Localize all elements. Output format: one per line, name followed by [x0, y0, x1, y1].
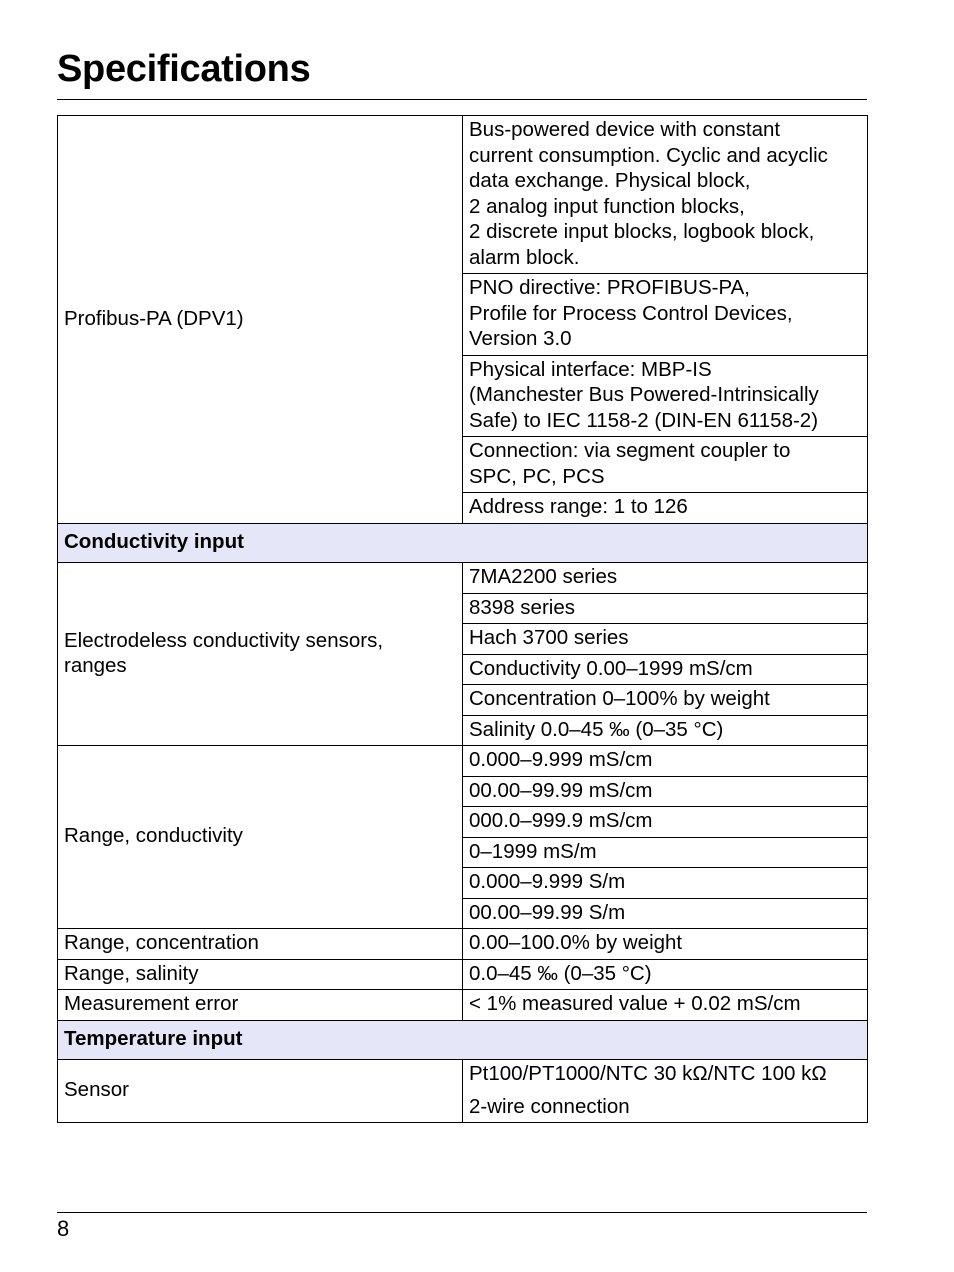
range-conductivity-value: 00.00–99.99 S/m	[463, 898, 868, 929]
table-row	[58, 990, 868, 1021]
table-row	[58, 929, 868, 960]
measurement-error-value: < 1% measured value + 0.02 mS/cm	[463, 990, 868, 1021]
cell-line: SPC, PC, PCS	[469, 464, 605, 488]
sensor-value: 7MA2200 series	[463, 563, 868, 594]
profibus-value-4	[463, 437, 868, 493]
sensor-value: Conductivity 0.00–1999 mS/cm	[463, 654, 868, 685]
table-row	[58, 959, 868, 990]
cell-line: (Manchester Bus Powered-Intrinsically	[469, 383, 819, 406]
cell-line: 2 analog input function blocks,	[469, 194, 745, 218]
range-conductivity-value: 0.000–9.999 mS/cm	[463, 746, 868, 777]
row-label-electrodeless-sensors	[58, 563, 463, 746]
profibus-value-3	[463, 355, 868, 437]
range-conductivity-value: 00.00–99.99 mS/cm	[463, 776, 868, 807]
range-conductivity-value: 0.000–9.999 S/m	[463, 868, 868, 899]
sensor-value: Hach 3700 series	[463, 624, 868, 655]
row-label-range-salinity: Range, salinity	[58, 959, 463, 990]
range-conductivity-value: 000.0–999.9 mS/cm	[463, 807, 868, 838]
cell-line: data exchange. Physical block,	[469, 169, 751, 192]
section-header-row	[58, 1020, 868, 1060]
page-title: Specifications	[57, 48, 311, 90]
table-row	[58, 116, 868, 274]
cell-line: ranges	[64, 654, 127, 677]
row-label-range-concentration: Range, concentration	[58, 929, 463, 960]
cell-line: alarm block.	[469, 245, 580, 269]
cell-line: PNO directive: PROFIBUS-PA,	[469, 276, 750, 299]
sensor-value: Concentration 0–100% by weight	[463, 685, 868, 716]
cell-line: Physical interface: MBP-IS	[469, 357, 712, 381]
profibus-value-1	[463, 116, 868, 274]
profibus-value-5	[463, 493, 868, 524]
sensor-value: Salinity 0.0–45 ‰ (0–35 °C)	[463, 715, 868, 746]
cell-line: Profile for Process Control Devices,	[469, 301, 793, 325]
row-label-profibus: Profibus-PA (DPV1)	[58, 116, 463, 524]
table-row	[58, 746, 868, 777]
row-label-range-conductivity: Range, conductivity	[58, 746, 463, 929]
section-header-row	[58, 523, 868, 563]
sensor-type-value	[463, 1060, 868, 1123]
cell-line: Safe) to IEC 1158-2 (DIN-EN 61158-2)	[469, 408, 819, 432]
cell-line: Version 3.0	[469, 327, 572, 350]
cell-line: 2-wire connection	[469, 1094, 630, 1118]
table-row	[58, 563, 868, 594]
row-label-sensor: Sensor	[58, 1060, 463, 1123]
table-row	[58, 1060, 868, 1123]
page-number: 8	[57, 1216, 70, 1241]
range-concentration-value: 0.00–100.0% by weight	[463, 929, 868, 960]
profibus-value-2	[463, 274, 868, 356]
row-label-measurement-error: Measurement error	[58, 990, 463, 1021]
range-conductivity-value: 0–1999 mS/m	[463, 837, 868, 868]
cell-line: Connection: via segment coupler to	[469, 439, 791, 462]
cell-line: Bus-powered device with constant	[469, 118, 781, 141]
title-divider	[57, 99, 867, 100]
sensor-value: 8398 series	[463, 593, 868, 624]
cell-line: current consumption. Cyclic and acyclic	[469, 143, 828, 167]
section-conductivity-input: Conductivity input	[58, 523, 868, 563]
footer-divider	[57, 1212, 867, 1213]
cell-line: 2 discrete input blocks, logbook block,	[469, 220, 815, 243]
range-salinity-value: 0.0–45 ‰ (0–35 °C)	[463, 959, 868, 990]
cell-line: Pt100/PT1000/NTC 30 kΩ/NTC 100 kΩ	[469, 1062, 827, 1085]
specifications-table	[57, 115, 868, 1123]
cell-line: Address range: 1 to 126	[469, 495, 688, 518]
section-temperature-input: Temperature input	[58, 1020, 868, 1060]
cell-line: Electrodeless conductivity sensors,	[64, 628, 384, 652]
spacer	[469, 1087, 861, 1094]
